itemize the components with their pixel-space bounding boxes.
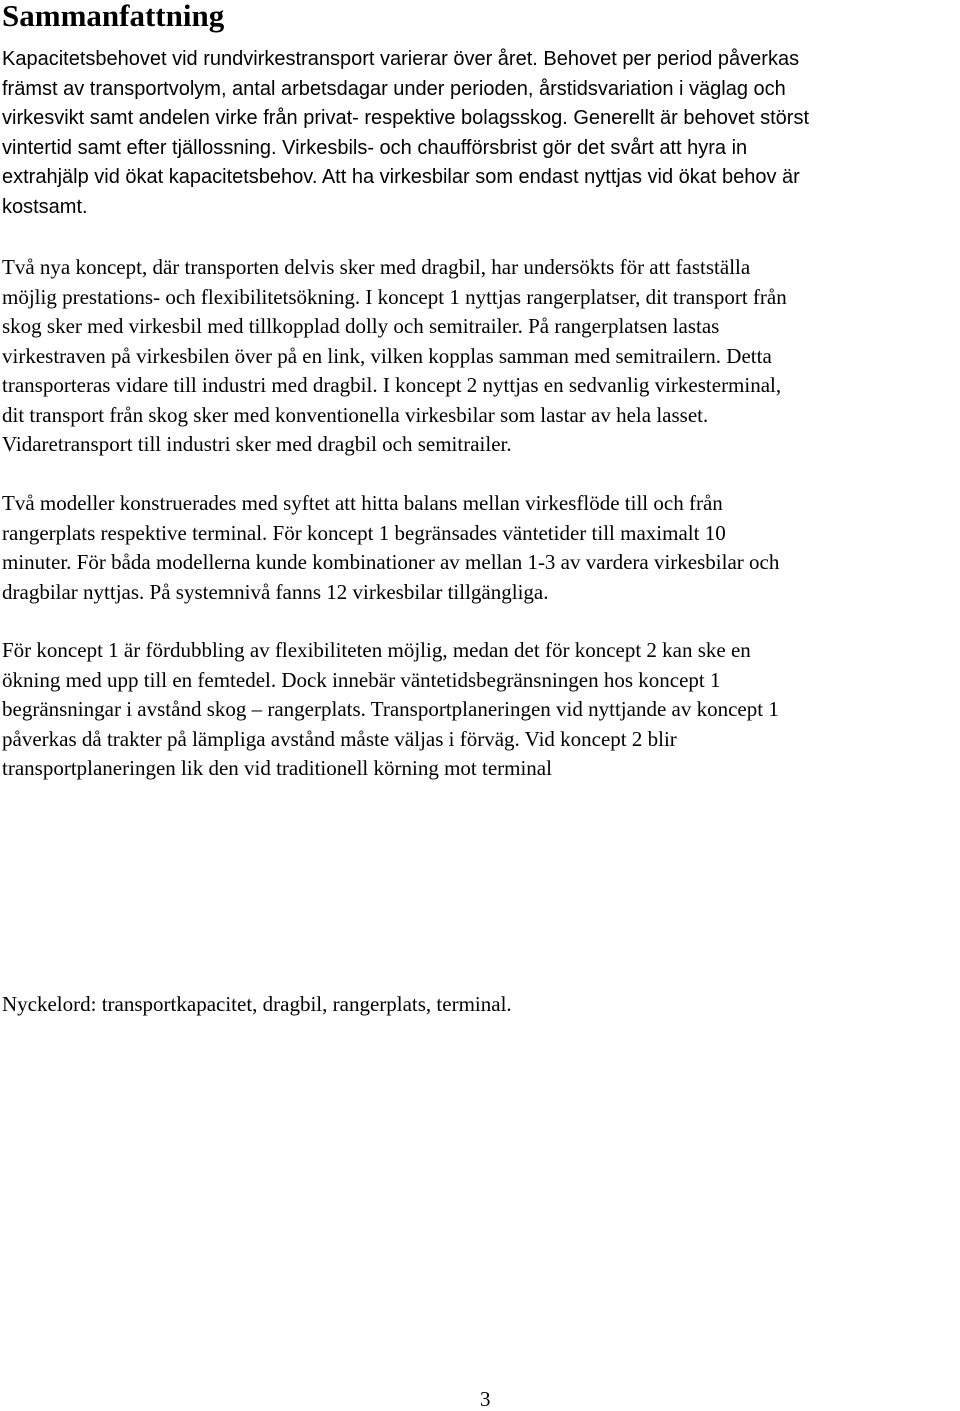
paragraph-line: påverkas då trakter på lämpliga avstånd måste väljas i förväg. Vid koncept 2 blir: [2, 726, 677, 751]
paragraph-line: transportplaneringen lik den vid traditionell körning mot terminal: [2, 756, 552, 780]
paragraph-line: vintertid samt efter tjällossning. Virkesbils- och chaufförsbrist gör det svårt att hyra in: [2, 136, 748, 159]
paragraph-line: virkestraven på virkesbilen över på en link, vilken kopplas samman med semitrailern. Detta: [2, 343, 772, 368]
paragraph-line: Vidaretransport till industri sker med dragbil och semitrailer.: [2, 432, 512, 456]
paragraph-line: minuter. För båda modellerna kunde kombinationer av mellan 1-3 av vardera virkesbilar och: [2, 550, 780, 574]
paragraph-line: Två nya koncept, där transporten delvis sker med dragbil, har undersökts för att fastställa: [2, 255, 751, 279]
summary-paragraph-2: [2, 253, 960, 460]
paragraph-line: Två modeller konstruerades med syftet att hitta balans mellan virkesflöde till och från: [2, 491, 723, 515]
paragraph-line: skog sker med virkesbil med tillkopplad dolly och semitrailer. På rangerplatsen lastas: [2, 314, 720, 338]
summary-paragraph-3: [2, 489, 960, 607]
paragraph-line: ökning med upp till en femtedel. Dock innebär väntetidsbegränsningen hos koncept 1: [2, 667, 721, 692]
paragraph-line: transporteras vidare till industri med dragbil. I koncept 2 nyttjas en sedvanlig virkesterminal,: [2, 373, 782, 397]
paragraph-line: rangerplats respektive terminal. För koncept 1 begränsades väntetider till maximalt 10: [2, 520, 726, 545]
keywords-line: [2, 990, 960, 1020]
page-title: Sammanfattning: [2, 0, 225, 33]
paragraph-line: extrahjälp vid ökat kapacitetsbehov. Att ha virkesbilar som endast nyttjas vid ökat behov är: [2, 166, 800, 188]
page-number: 3: [480, 1387, 491, 1411]
paragraph-line: virkesvikt samt andelen virke från privat- respektive bolagsskog. Generellt är behovet störst: [2, 107, 810, 129]
paragraph-line: dragbilar nyttjas. På systemnivå fanns 12 virkesbilar tillgängliga.: [2, 579, 549, 604]
summary-paragraph-4: [2, 636, 960, 784]
paragraph-line: För koncept 1 är fördubbling av flexibiliteten möjlig, medan det för koncept 2 kan ske en: [2, 638, 751, 662]
paragraph-line: begränsningar i avstånd skog – rangerplats. Transportplaneringen vid nyttjande av koncept 1: [2, 697, 779, 721]
keywords-text: Nyckelord: transportkapacitet, dragbil, rangerplats, terminal.: [2, 992, 512, 1016]
paragraph-line: dit transport från skog sker med konventionella virkesbilar som lastar av hela lasset.: [2, 402, 709, 427]
paragraph-line: Kapacitetsbehovet vid rundvirkestransport varierar över året. Behovet per period påverkas: [2, 48, 800, 70]
paragraph-line: kostsamt.: [2, 195, 88, 218]
summary-paragraph-1: [2, 45, 960, 222]
paragraph-line: möjlig prestations- och flexibilitetsökning. I koncept 1 nyttjas rangerplatser, dit transport från: [2, 284, 787, 309]
paragraph-line: främst av transportvolym, antal arbetsdagar under perioden, årstidsvariation i väglag och: [2, 77, 786, 100]
